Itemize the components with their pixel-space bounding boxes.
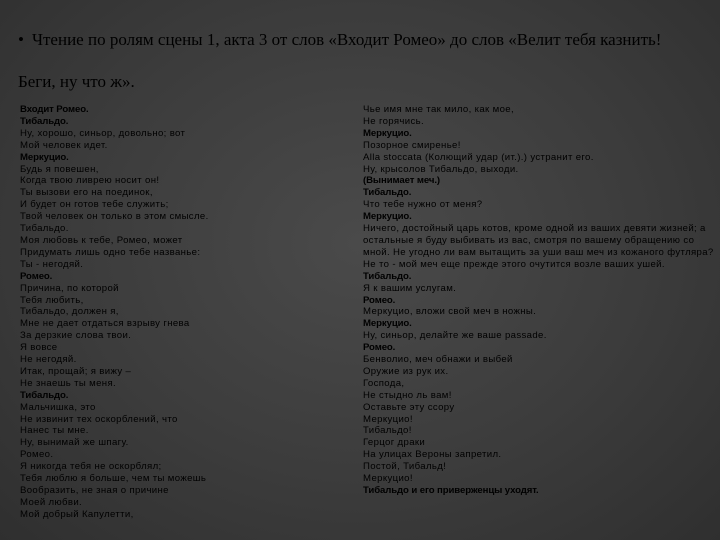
speaker-line: Меркуцио. xyxy=(363,211,412,223)
text-line: Тибальдо! xyxy=(363,425,412,437)
text-line: Нанес ты мне. xyxy=(20,425,89,437)
text-line: Ну, вынимай же шпагу. xyxy=(20,437,129,449)
text-line: остальные я буду выбивать из вас, смотря по вашему обращению со xyxy=(363,234,695,246)
text-line: Моя любовь к тебе, Ромео, может xyxy=(20,234,183,246)
speaker-line: Входит Ромео. xyxy=(20,104,89,115)
text-line: Не негодяй. xyxy=(20,354,77,366)
text-line: Меркуцио, вложи свой меч в ножны. xyxy=(363,306,537,318)
title-line-1 xyxy=(18,30,708,50)
text-line: Тебя любить, xyxy=(20,294,84,306)
text-line: Не стыдно ль вам! xyxy=(363,389,452,401)
speaker-line: Меркуцио. xyxy=(363,318,412,330)
left-text-column xyxy=(20,104,350,521)
text-line: мной. Не угодно ли вам вытащить за уши ваш меч из кожаного футляра? xyxy=(363,246,714,258)
text-line: Позорное смиренье! xyxy=(363,139,461,151)
text-line: Что тебе нужно от меня? xyxy=(363,199,483,211)
text-line: Меркуцио! xyxy=(363,473,413,485)
speaker-line: Ромео. xyxy=(363,342,396,354)
text-line: Когда твою ливрею носит он! xyxy=(20,175,160,187)
text-line: Ну, крысолов Тибальдо, выходи. xyxy=(363,163,519,175)
text-line: Не то - мой меч еще прежде этого очутится возле ваших ушей. xyxy=(363,258,665,270)
text-line: Тибальдо, должен я, xyxy=(20,306,119,318)
text-line: На улицах Вероны запретил. xyxy=(363,449,502,461)
text-line: И будет он готов тебе служить; xyxy=(20,199,169,211)
text-line: Господа, xyxy=(363,377,405,389)
bullet-icon: • xyxy=(18,30,24,49)
speaker-line: Тибальдо. xyxy=(363,270,412,282)
speaker-line: (Вынимает меч.) xyxy=(363,175,441,187)
text-line: Причина, по которой xyxy=(20,282,119,294)
speaker-line: Ромео. xyxy=(20,270,53,282)
text-line: Я вовсе xyxy=(20,342,58,354)
right-text-column xyxy=(363,104,713,497)
text-line: Герцог драки xyxy=(363,437,426,449)
text-line: Мой добрый Капулетти, xyxy=(20,508,134,520)
text-line: Итак, прощай; я вижу – xyxy=(20,365,132,377)
text-line: Будь я повешен, xyxy=(20,163,99,175)
speaker-line: Тибальдо. xyxy=(363,187,412,199)
text-line: Ты вызови его на поединок, xyxy=(20,187,153,199)
text-line: Тебя люблю я больше, чем ты можешь xyxy=(20,473,207,485)
text-line: Не знаешь ты меня. xyxy=(20,377,117,389)
slide-title xyxy=(18,30,708,92)
text-line: Вообразить, не зная о причине xyxy=(20,485,169,496)
speaker-line: Меркуцио. xyxy=(363,127,412,139)
text-line: Мой человек идет. xyxy=(20,139,108,151)
text-line: Ромео. xyxy=(20,449,54,461)
text-line: Оставьте эту ссору xyxy=(363,401,455,413)
text-line: За дерзкие слова твои. xyxy=(20,330,132,342)
speaker-line: Ромео. xyxy=(363,294,396,306)
text-line: Моей любви. xyxy=(20,496,83,508)
text-line: Я к вашим услугам. xyxy=(363,282,457,294)
text-line: Alla stoccata (Колющий удар (ит.).) устранит его. xyxy=(363,151,594,163)
text-line: Меркуцио! xyxy=(363,413,413,425)
text-line: Чье имя мне так мило, как мое, xyxy=(363,104,514,115)
text-line: Ты - негодяй. xyxy=(20,258,84,270)
speaker-line: Тибальдо. xyxy=(20,115,69,127)
text-line: Я никогда тебя не оскорблял; xyxy=(20,461,162,473)
text-line: Ну, хорошо, синьор, довольно; вот xyxy=(20,127,186,139)
text-line: Оружие из рук их. xyxy=(363,365,449,377)
speaker-line: Тибальдо. xyxy=(20,389,69,401)
text-line: Мне не дает отдаться взрыву гнева xyxy=(20,318,190,330)
text-line: Тибальдо. xyxy=(20,223,69,235)
text-line: Не горячись. xyxy=(363,115,424,127)
text-line: Придумать лишь одно тебе названье: xyxy=(20,246,201,258)
text-line: Не извинит тех оскорблений, что xyxy=(20,413,178,425)
text-line: Мальчишка, это xyxy=(20,401,96,413)
title-text: Чтение по ролям сцены 1, акта 3 от слов «Входит Ромео» до слов «Велит тебя казнить! xyxy=(31,30,662,49)
title-line-2: Беги, ну что ж». xyxy=(18,72,135,91)
text-line: Твой человек он только в этом смысле. xyxy=(20,211,209,223)
text-line: Ничего, достойный царь котов, кроме одной из ваших девяти жизней; а xyxy=(363,223,706,235)
speaker-line: Тибальдо и его приверженцы уходят. xyxy=(363,485,539,496)
text-line: Постой, Тибальд! xyxy=(363,461,447,473)
text-line: Бенволио, меч обнажи и выбей xyxy=(363,354,513,366)
speaker-line: Меркуцио. xyxy=(20,151,69,163)
text-line: Ну, синьор, делайте же ваше passade. xyxy=(363,330,547,342)
